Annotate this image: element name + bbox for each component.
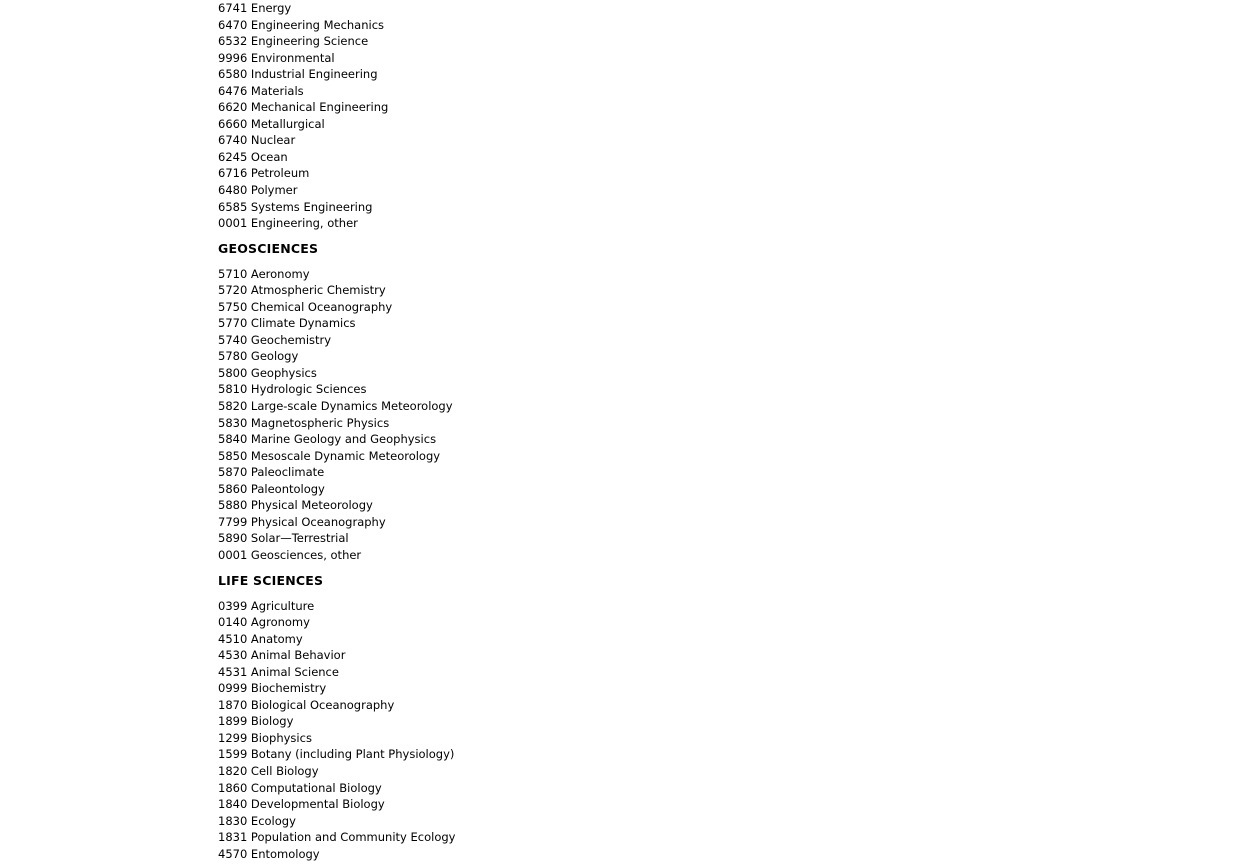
field-code-item: 6480 Polymer — [218, 183, 298, 198]
section-heading: GEOSCIENCES — [218, 240, 319, 256]
field-code-item: 6660 Metallurgical — [218, 116, 325, 131]
field-code-item: 0001 Engineering, other — [218, 216, 358, 231]
field-code-item: 6620 Mechanical Engineering — [218, 100, 389, 115]
field-code-item: 5850 Mesoscale Dynamic Meteorology — [218, 448, 441, 463]
field-code-item: 5880 Physical Meteorology — [218, 498, 373, 513]
field-code-item: 5740 Geochemistry — [218, 332, 332, 347]
field-code-item: 1820 Cell Biology — [218, 763, 319, 778]
field-code-item: 1830 Ecology — [218, 813, 296, 828]
field-code-item: 5860 Paleontology — [218, 481, 325, 496]
field-code-list — [218, 0, 818, 862]
field-code-item: 5870 Paleoclimate — [218, 465, 325, 480]
section-geosciences — [218, 241, 818, 564]
field-code-item: 5710 Aeronomy — [218, 266, 310, 281]
field-code-item: 0999 Biochemistry — [218, 681, 327, 696]
field-code-item: 6476 Materials — [218, 83, 304, 98]
field-code-item: 6585 Systems Engineering — [218, 199, 373, 214]
section-heading: LIFE SCIENCES — [218, 572, 324, 588]
field-code-item: 6716 Petroleum — [218, 166, 310, 181]
field-code-item: 6532 Engineering Science — [218, 34, 369, 49]
field-code-item: 5810 Hydrologic Sciences — [218, 382, 367, 397]
field-code-item: 5890 Solar—Terrestrial — [218, 531, 349, 546]
field-code-item: 5780 Geology — [218, 349, 299, 364]
field-code-item: 5770 Climate Dynamics — [218, 316, 356, 331]
field-code-item: 6470 Engineering Mechanics — [218, 17, 385, 32]
field-code-item: 0140 Agronomy — [218, 615, 310, 630]
field-code-item: 0001 Geosciences, other — [218, 547, 362, 562]
field-code-item: 6741 Energy — [218, 1, 292, 15]
field-code-item: 5840 Marine Geology and Geophysics — [218, 432, 437, 447]
field-code-item: 1899 Biology — [218, 714, 294, 729]
field-code-item: 1599 Botany (including Plant Physiology) — [218, 747, 455, 762]
field-code-item: 5720 Atmospheric Chemistry — [218, 283, 386, 298]
field-code-item: 6740 Nuclear — [218, 133, 296, 148]
field-code-item: 5800 Geophysics — [218, 365, 317, 380]
field-code-item: 9996 Environmental — [218, 50, 335, 65]
field-code-item: 0399 Agriculture — [218, 598, 315, 613]
field-code-item: 6245 Ocean — [218, 149, 288, 164]
field-code-item: 1840 Developmental Biology — [218, 797, 385, 812]
field-code-item: 5820 Large-scale Dynamics Meteorology — [218, 399, 453, 414]
field-code-item: 5830 Magnetospheric Physics — [218, 415, 390, 430]
field-code-item: 6580 Industrial Engineering — [218, 67, 378, 82]
field-code-item: 4531 Animal Science — [218, 664, 339, 679]
field-code-item: 7799 Physical Oceanography — [218, 514, 386, 529]
field-code-item: 4570 Entomology — [218, 846, 320, 861]
field-code-item: 1831 Population and Community Ecology — [218, 830, 456, 845]
section-engineering-continued — [218, 0, 818, 232]
field-code-item: 4510 Anatomy — [218, 631, 303, 646]
section-life-sciences — [218, 573, 818, 863]
field-code-item: 1860 Computational Biology — [218, 780, 382, 795]
field-code-item: 1299 Biophysics — [218, 730, 312, 745]
field-code-item: 1870 Biological Oceanography — [218, 697, 395, 712]
field-code-item: 5750 Chemical Oceanography — [218, 299, 393, 314]
field-code-item: 4530 Animal Behavior — [218, 648, 346, 663]
